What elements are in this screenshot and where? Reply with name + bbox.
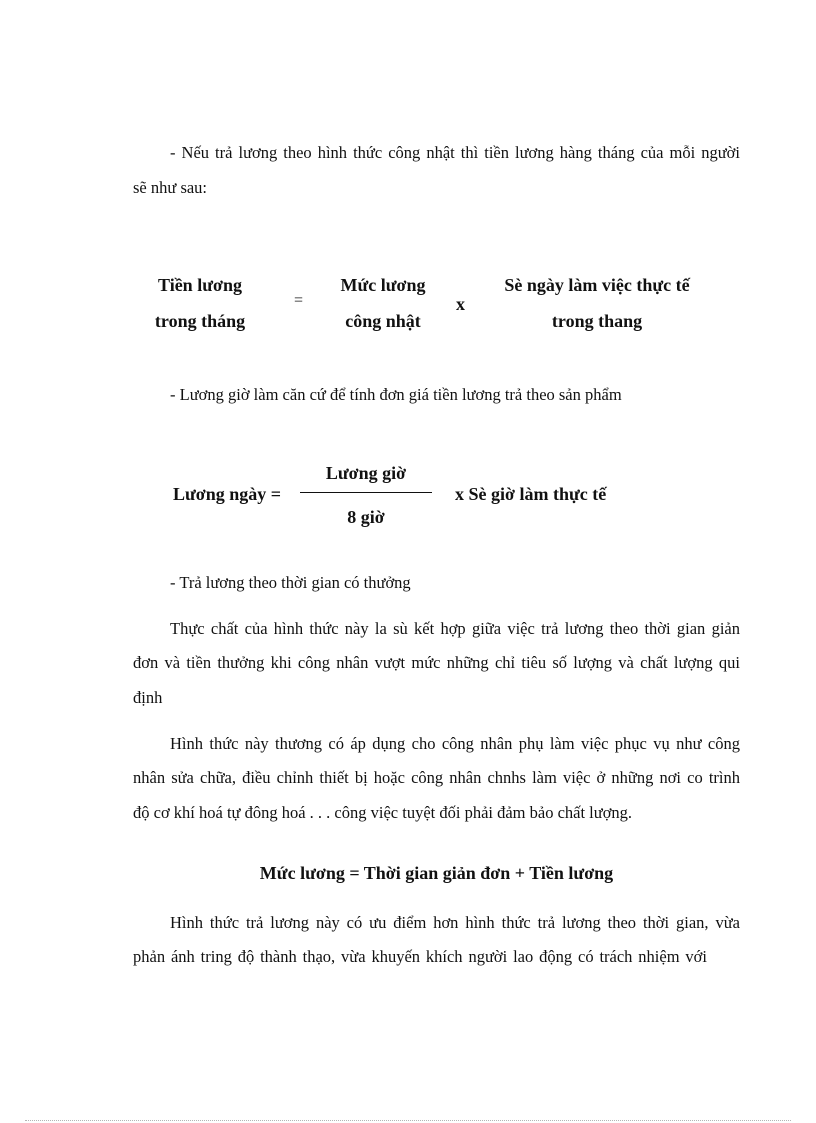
formula-lhs: Lương ngày = — [173, 484, 282, 504]
equals-sign: = — [294, 292, 304, 309]
paragraph-line: - Lương giờ làm căn cứ để tính đơn giá tiền lương trả theo sản phẩm — [170, 385, 622, 404]
paragraph-line: Hình thức này thương có áp dụng cho công nhân phụ làm việc phục vụ như công — [170, 734, 740, 753]
paragraph-line: đơn và tiền thưởng khi công nhân vượt mức những chỉ tiêu số lượng và chất lượng qui — [133, 653, 740, 672]
formula-rhs-line2: trong thang — [551, 311, 643, 331]
formula-lhs-line1: Tiền lương — [158, 275, 242, 295]
paragraph-line: - Nếu trả lương theo hình thức công nhật thì tiền lương hàng tháng của mỗi người — [170, 143, 740, 162]
formula-wage-sum: Mức lương = Thời gian giản đơn + Tiền lương — [259, 863, 614, 883]
paragraph-line: sẽ như sau: — [133, 178, 208, 197]
paragraph-line: nhân sửa chữa, điều chỉnh thiết bị hoặc công nhân chnhs làm việc ở những nơi co trình — [133, 768, 740, 787]
fraction-numerator: Lương giờ — [325, 463, 407, 483]
fraction-denominator: 8 giờ — [347, 507, 385, 527]
paragraph-line: - Trả lương theo thời gian có thưởng — [170, 573, 411, 592]
fraction-bar — [300, 492, 432, 493]
formula-lhs-line2: trong tháng — [154, 311, 246, 331]
formula-rhs: x Sè giờ làm thực tế — [455, 484, 607, 504]
times-sign: x — [456, 294, 465, 314]
paragraph-line: Hình thức trả lương này có ưu điểm hơn hình thức trả lương theo thời gian, vừa — [170, 913, 740, 932]
paragraph-line: định — [133, 688, 163, 707]
formula-rhs-line1: Sè ngày làm việc thực tế — [504, 275, 690, 295]
paragraph-line: độ cơ khí hoá tự đông hoá . . . công việc tuyệt đối phải đảm bảo chất lượng. — [133, 803, 633, 822]
formula-mid-line2: công nhật — [345, 311, 421, 331]
paragraph-line: Thực chất của hình thức này la sù kết hợp giữa việc trả lương theo thời gian giản — [170, 619, 740, 638]
paragraph-line: phản ánh tring độ thành thạo, vừa khuyến khích người lao động có trách nhiệm với — [133, 947, 707, 966]
page-footer-divider — [25, 1120, 791, 1121]
formula-mid-line1: Mức lương — [340, 275, 426, 295]
